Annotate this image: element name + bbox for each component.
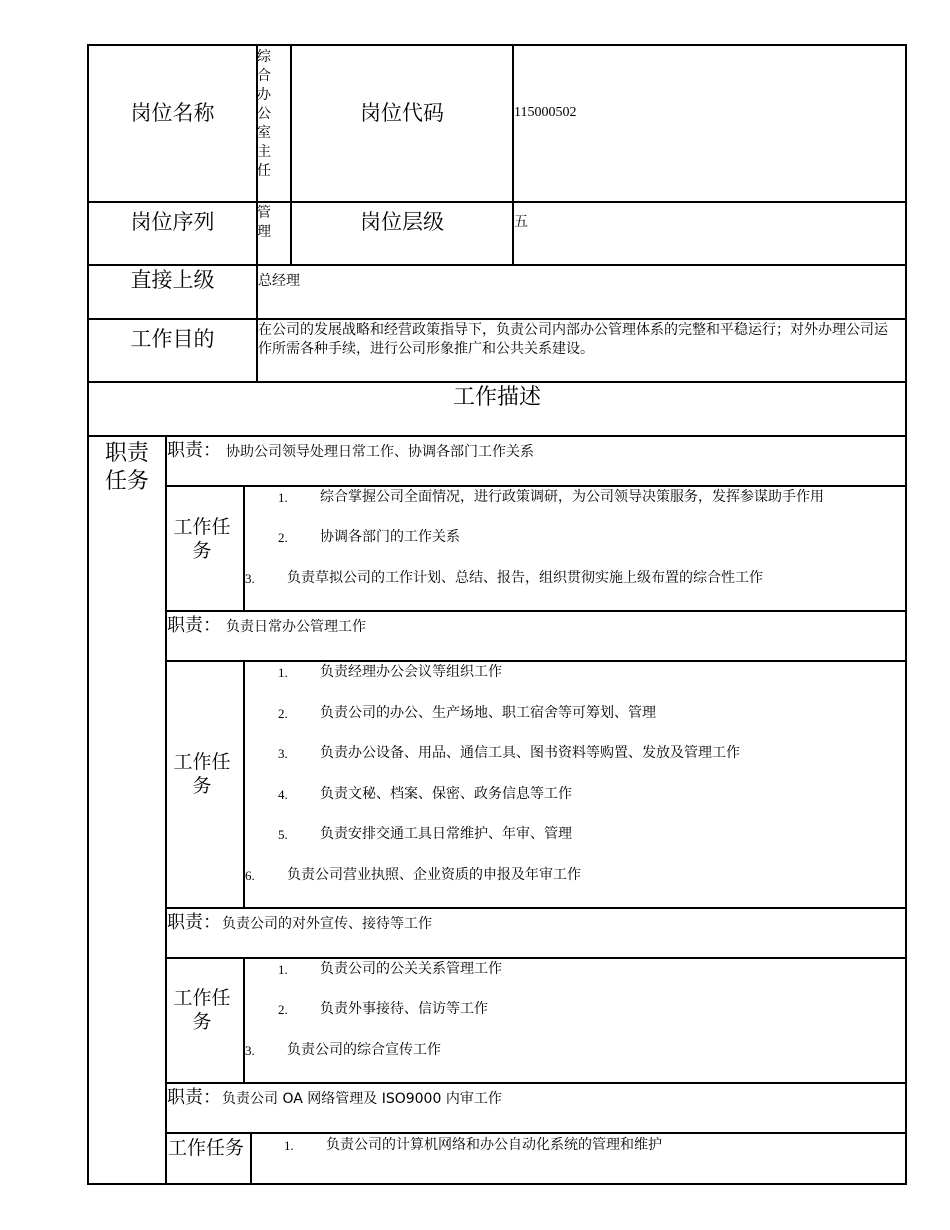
- position-name-label: 岗位名称: [130, 101, 215, 125]
- task-text: 协调各部门的工作关系: [320, 529, 460, 545]
- duty-text: 负责公司 OA 网络管理及 ISO9000 内审工作: [222, 1091, 502, 1107]
- work-purpose-value: 在公司的发展战略和经营政策指导下，负责公司内部办公管理体系的完整和平稳运行；对外办理公司运作所需各种手续，进行公司形象推广和公共关系建设。: [258, 322, 888, 357]
- position-code-label: 岗位代码: [360, 101, 444, 125]
- task-label: 工作任务: [173, 751, 231, 797]
- task-label: 工作任务: [168, 1137, 245, 1159]
- side-label-duties: 职责任务: [104, 441, 149, 494]
- duty-prefix: 职责：: [167, 615, 221, 636]
- position-level-value: 五: [514, 214, 528, 230]
- supervisor-value: 总经理: [258, 273, 300, 289]
- task-number: 1.: [284, 1138, 294, 1153]
- task-text: 负责草拟公司的工作计划、总结、报告，组织贯彻实施上级布置的综合性工作: [287, 570, 763, 586]
- task-number: 2.: [278, 706, 288, 721]
- task-number: 6.: [245, 868, 255, 883]
- duty-text: 协助公司领导处理日常工作、协调各部门工作关系: [226, 444, 534, 460]
- task-number: 2.: [278, 530, 288, 545]
- position-sequence-label: 岗位序列: [130, 210, 215, 234]
- task-number: 1.: [278, 962, 288, 977]
- duty-prefix: 职责：: [167, 912, 221, 933]
- work-purpose-label: 工作目的: [130, 327, 215, 351]
- task-number: 2.: [278, 1002, 288, 1017]
- task-text: 负责公司的办公、生产场地、职工宿舍等可筹划、管理: [320, 705, 656, 721]
- duty-prefix: 职责：: [167, 440, 221, 461]
- task-label: 工作任务: [173, 516, 231, 562]
- position-sequence-value: 管理: [257, 205, 271, 240]
- task-number: 3.: [245, 571, 255, 586]
- task-text: 负责经理办公会议等组织工作: [320, 664, 502, 680]
- task-number: 3.: [278, 746, 288, 761]
- section-title: 工作描述: [452, 385, 541, 410]
- task-number: 4.: [278, 787, 288, 802]
- task-label: 工作任务: [173, 987, 231, 1033]
- task-number: 3.: [245, 1043, 255, 1058]
- task-number: 1.: [278, 665, 288, 680]
- duty-text: 负责日常办公管理工作: [226, 619, 366, 635]
- task-number: 5.: [278, 827, 288, 842]
- task-text: 负责安排交通工具日常维护、年审、管理: [320, 826, 572, 842]
- task-text: 负责公司的综合宣传工作: [287, 1042, 441, 1058]
- task-text: 负责外事接待、信访等工作: [320, 1001, 488, 1017]
- supervisor-label: 直接上级: [130, 268, 215, 292]
- task-text: 负责公司的公关关系管理工作: [320, 961, 502, 977]
- position-code-value: 115000502: [514, 105, 577, 120]
- task-text: 负责文秘、档案、保密、政务信息等工作: [320, 786, 572, 802]
- position-level-label: 岗位层级: [360, 210, 444, 234]
- duty-text: 负责公司的对外宣传、接待等工作: [222, 916, 432, 932]
- task-text: 负责办公设备、用品、通信工具、图书资料等购置、发放及管理工作: [320, 745, 740, 761]
- duty-prefix: 职责：: [167, 1087, 221, 1108]
- position-name-value: 综合办公室主任: [257, 49, 271, 179]
- task-number: 1.: [278, 490, 288, 505]
- task-text: 负责公司的计算机网络和办公自动化系统的管理和维护: [326, 1137, 662, 1153]
- task-text: 负责公司营业执照、企业资质的申报及年审工作: [287, 867, 581, 883]
- task-text: 综合掌握公司全面情况，进行政策调研，为公司领导决策服务，发挥参谋助手作用: [320, 489, 824, 505]
